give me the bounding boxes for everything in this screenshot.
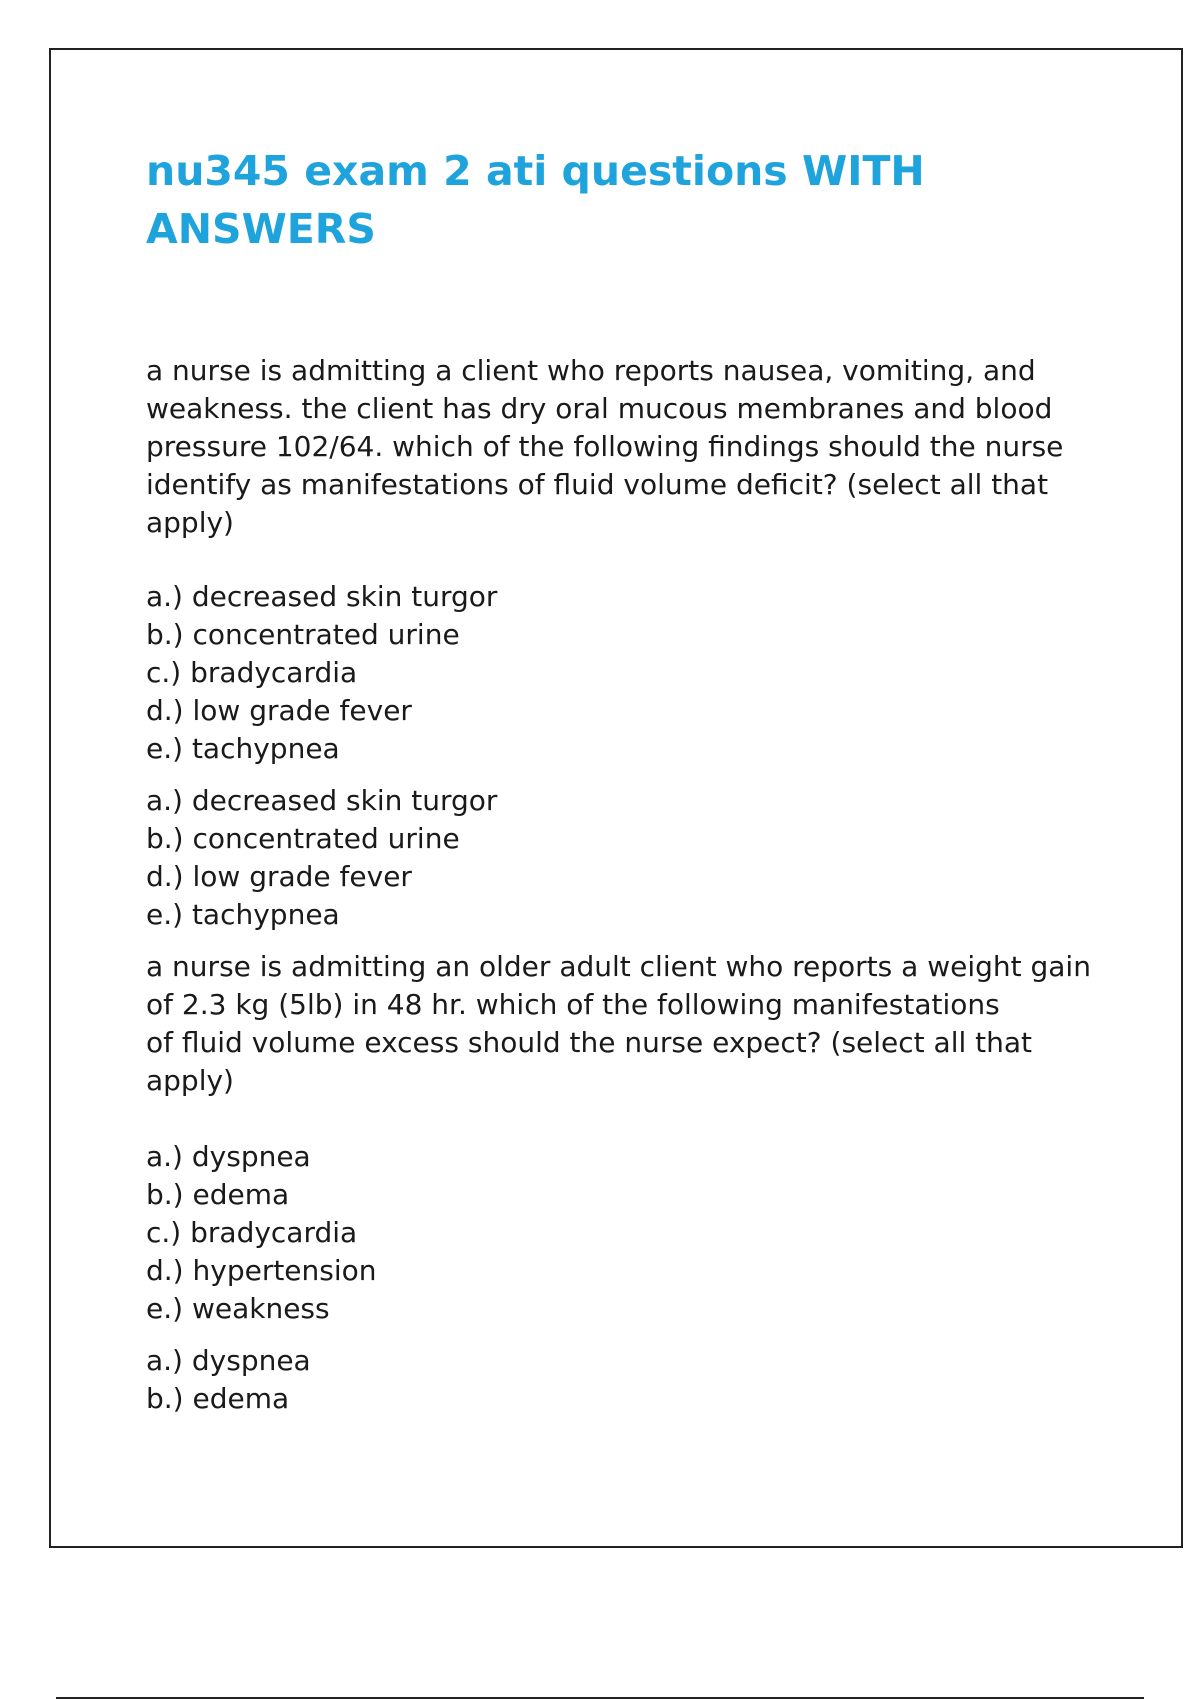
document-content [146, 352, 1096, 1418]
question-2-option-a: a.) dyspnea [146, 1140, 311, 1173]
question-2-answers [146, 1342, 1096, 1418]
question-2-answer-2: b.) edema [146, 1382, 290, 1415]
question-1-option-c: c.) bradycardia [146, 656, 358, 689]
question-1-option-e: e.) tachypnea [146, 732, 340, 765]
question-2-options [146, 1138, 1096, 1328]
question-1-option-d: d.) low grade fever [146, 694, 412, 727]
question-1-option-b: b.) concentrated urine [146, 618, 460, 651]
question-1-answer-4: e.) tachypnea [146, 898, 340, 931]
footer-divider [56, 1697, 1144, 1699]
question-2-option-e: e.) weakness [146, 1292, 330, 1325]
question-1-answers [146, 782, 1096, 934]
question-2-answer-1: a.) dyspnea [146, 1344, 311, 1377]
question-1-answer-1: a.) decreased skin turgor [146, 784, 498, 817]
question-2-option-c: c.) bradycardia [146, 1216, 358, 1249]
question-1-prompt: a nurse is admitting a client who reports nausea, vomiting, and weakness. the client has dry oral mucous membranes and blood pressure 102/64. which of the following findings should the nurse identify as manifestations of fluid volume deficit? (select all that apply) [146, 354, 1064, 539]
question-1-answer-2: b.) concentrated urine [146, 822, 460, 855]
question-1-answer-3: d.) low grade fever [146, 860, 412, 893]
document-title: nu345 exam 2 ati questions WITH ANSWERS [146, 147, 925, 253]
question-2-option-d: d.) hypertension [146, 1254, 377, 1287]
question-2-prompt: a nurse is admitting an older adult client who reports a weight gain of 2.3 kg (5lb) in 48 hr. which of the following manifestations of fluid volume excess should the nurse expect? (select all that apply) [146, 950, 1091, 1097]
question-1-option-a: a.) decreased skin turgor [146, 580, 498, 613]
question-2-option-b: b.) edema [146, 1178, 290, 1211]
question-1-options [146, 578, 1096, 768]
